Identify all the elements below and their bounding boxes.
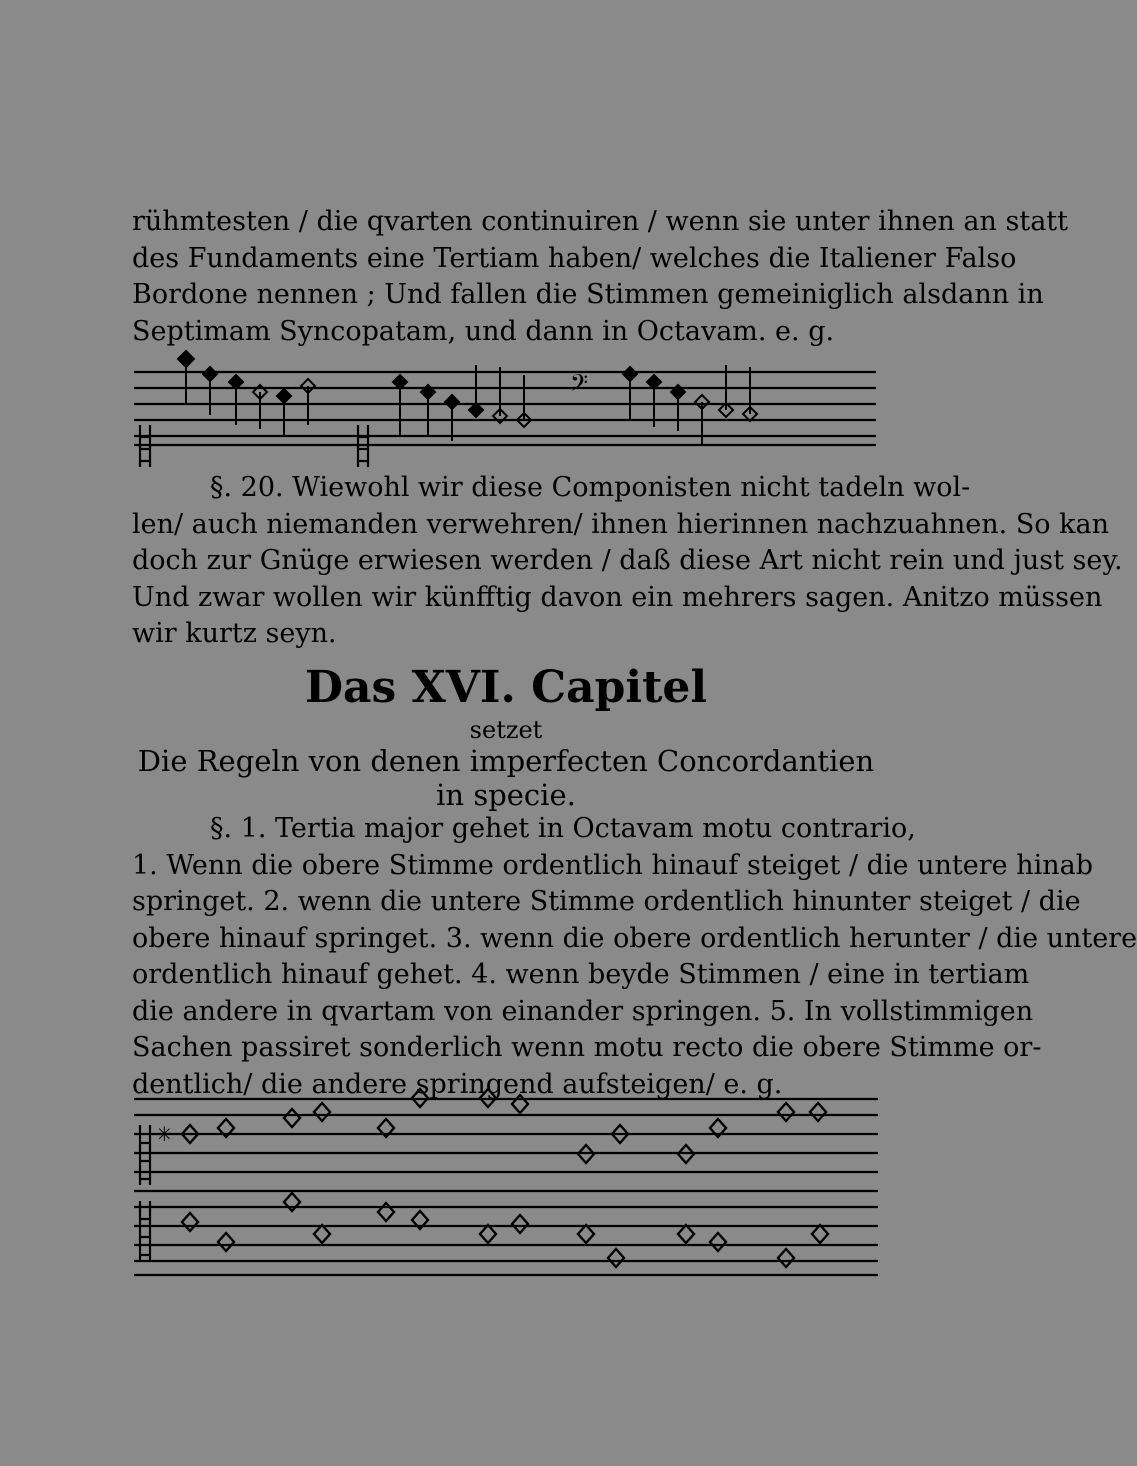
chapter-subtitle-line2: in specie. [436,778,576,812]
text-line: Bordone nennen ; Und fallen die Stimmen gemeiniglich alsdann in [132,279,1044,310]
music-example-2 [0,1085,1000,1285]
chapter-title: Das XVI. Capitel [304,662,708,713]
text-line: Und zwar wollen wir künfftig davon ein mehrers sagen. Anitzo müssen [132,581,1103,613]
text-line: doch zur Gnüge erwiesen werden / daß diese Art nicht rein und just sey. [132,545,1123,576]
text-line: rühmtesten / die qvarten continuiren / wenn sie unter ihnen an statt [132,206,1069,237]
text-line: Septimam Syncopatam, und dann in Octavam. e. g. [132,315,835,347]
chapter-verb: setzet [469,716,543,744]
text-line: springet. 2. wenn die untere Stimme ordentlich hinunter steiget / die [132,886,1081,917]
text-line: §. 20. Wiewohl wir diese Componisten nicht tadeln wol- [210,472,971,503]
paragraph-section-1 [132,811,1137,1103]
text-line: des Fundaments eine Tertiam haben/ welches die Italiener Falso [132,242,1017,274]
text-line: dentlich/ die andere springend aufsteigen/ e. g. [132,1068,783,1100]
paragraph-section-20 [132,470,1123,653]
music-notes-1 [178,351,757,445]
text-line: die andere in qvartam von einander springen. 5. In vollstimmigen [132,995,1034,1027]
text-line: §. 1. Tertia major gehet in Octavam motu contrario, [210,813,916,844]
music-example-1 [0,345,1000,475]
text-line: 1. Wenn die obere Stimme ordentlich hinauf steiget / die untere hinab [132,849,1093,881]
paragraph-continuation [132,204,1069,350]
text-line: obere hinauf springet. 3. wenn die obere ordentlich herunter / die untere [132,922,1137,954]
bass-clef-icon: 𝄢 [570,369,589,402]
chapter-subtitle: Die Regeln von denen imperfecten Concordantien [137,744,875,778]
text-line: Sachen passiret sonderlich wenn motu recto die obere Stimme or- [132,1032,1042,1063]
text-line: wir kurtz seyn. [132,618,337,649]
text-line: ordentlich hinauf gehet. 4. wenn beyde Stimmen / eine in tertiam [132,959,1030,990]
sharp-icon: ✳ [156,1122,173,1146]
text-line: len/ auch niemanden verwehren/ ihnen hierinnen nachzuahnen. So kan [132,508,1109,540]
